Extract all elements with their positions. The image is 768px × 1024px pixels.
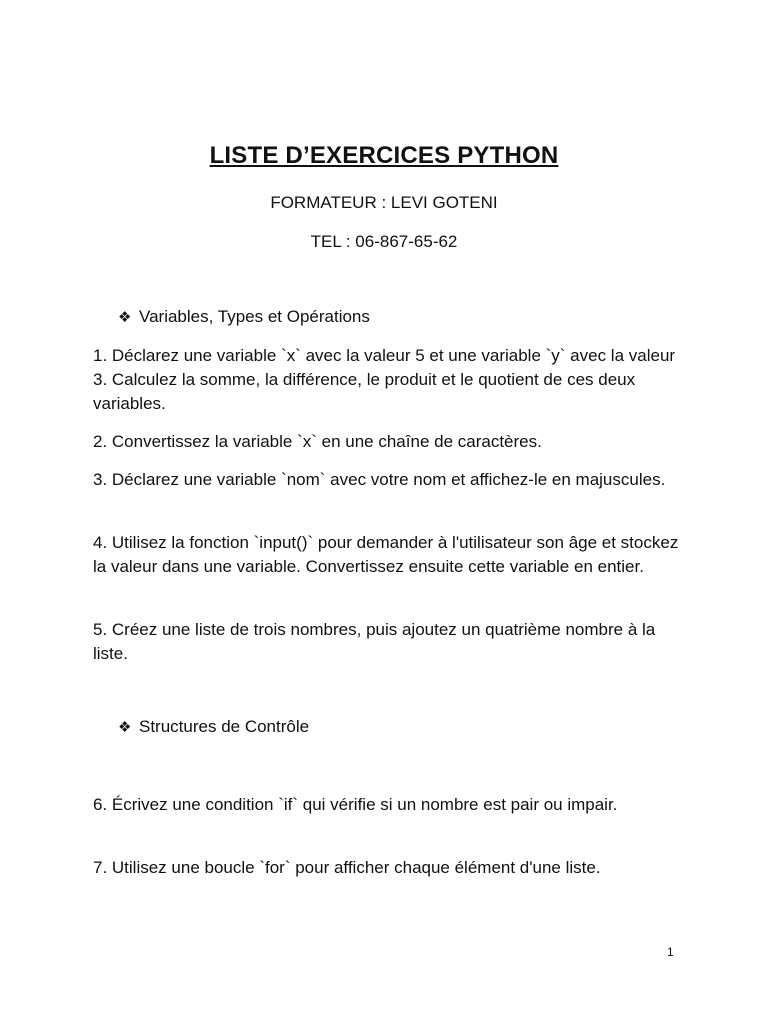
exercise-3: 3. Déclarez une variable `nom` avec votre nom et affichez-le en majuscules.	[93, 470, 666, 489]
trainer-line: FORMATEUR : LEVI GOTENI	[270, 193, 498, 212]
exercise-2: 2. Convertissez la variable `x` en une chaîne de caractères.	[93, 432, 542, 451]
exercise-7: 7. Utilisez une boucle `for` pour afficher chaque élément d'une liste.	[93, 858, 601, 877]
exercise-1: 1. Déclarez une variable `x` avec la valeur 5 et une variable `y` avec la valeur 3. Calculez la somme, la différence, le produit et le quotient de ces deux variables.	[93, 346, 676, 413]
section-heading-control	[118, 717, 309, 737]
document-title: LISTE D’EXERCICES PYTHON	[209, 142, 559, 169]
section-heading-text: Variables, Types et Opérations	[139, 307, 370, 326]
exercise-6: 6. Écrivez une condition `if` qui vérifie si un nombre est pair ou impair.	[93, 795, 618, 814]
exercise-4: 4. Utilisez la fonction `input()` pour demander à l'utilisateur son âge et stockez la valeur dans une variable. Convertissez ensuite cette variable en entier.	[93, 533, 679, 576]
diamond-bullet-icon: ❖	[118, 309, 132, 326]
section-heading-variables	[118, 307, 370, 327]
section-heading-text: Structures de Contrôle	[139, 717, 310, 736]
diamond-bullet-icon: ❖	[118, 719, 132, 736]
exercise-5: 5. Créez une liste de trois nombres, puis ajoutez un quatrième nombre à la liste.	[93, 620, 656, 663]
page-number: 1	[667, 945, 674, 959]
phone-line: TEL : 06-867-65-62	[310, 232, 458, 251]
